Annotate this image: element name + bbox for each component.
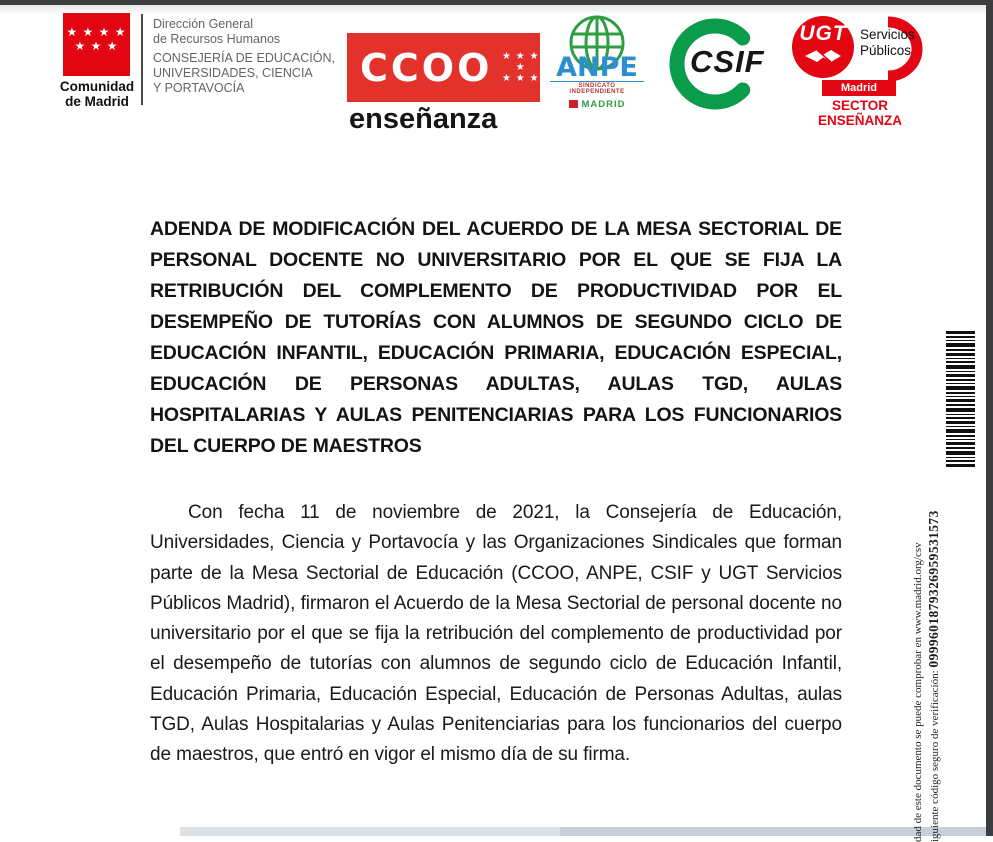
- header-divider: [141, 14, 143, 105]
- department-heading: [153, 17, 335, 96]
- flag-stars-row: ★ ★ ★ ★: [66, 25, 127, 39]
- dept-line: UNIVERSIDADES, CIENCIA: [153, 66, 313, 80]
- ugt-services-label: Servicios Públicos: [860, 27, 915, 58]
- ccoo-acronym: CCOO: [360, 45, 493, 90]
- cam-name-line: Comunidad: [59, 79, 135, 94]
- dept-line: de Recursos Humanos: [153, 32, 281, 46]
- dept-line: CONSEJERÍA DE EDUCACIÓN,: [153, 51, 335, 65]
- comunidad-madrid-wordmark: [52, 79, 142, 109]
- ccoo-logo-box: [347, 33, 540, 102]
- anpe-logo: [550, 14, 644, 110]
- handshake-icon: [803, 46, 843, 66]
- csif-logo: [663, 16, 789, 112]
- barcode: [946, 331, 975, 469]
- ugt-madrid-badge: Madrid: [822, 80, 896, 96]
- ccoo-ensenanza-label: enseñanza: [349, 103, 498, 135]
- window-right-edge: [986, 0, 993, 836]
- comunidad-madrid-flag-icon: [63, 13, 130, 76]
- csv-line-code: iguiente código seguro de verificación: 0999601879326959531573: [926, 510, 941, 842]
- dept-line: Dirección General: [153, 17, 254, 31]
- document-paragraph: Con fecha 11 de noviembre de 2021, la Consejería de Educación, Universidades, Ciencia y Portavocía y las Organizaciones Sindicales que forman parte de la Mesa Sectorial de Educación (CCOO, ANPE, CSIF y UGT Servicios Públicos Madrid), firmaron el Acuerdo de la Mesa Sectorial de personal docente no universitario por el que se fija la retribución del complemento de productividad por el desempeño de tutorías con alumnos de segundo ciclo de Educación Infantil, Educación Primaria, Educación Especial, Educación de Personas Adultas, aulas TGD, Aulas Hospitalarias y Aulas Penitenciarias para los funcionarios del cuerpo de maestros, que entró en vigor el mismo día de su firma.: [150, 502, 842, 766]
- anpe-region: MADRID: [550, 99, 644, 110]
- ccoo-stars-icon: ★ ★ ★ ★ ★ ★ ★: [501, 51, 540, 84]
- flag-stars-row: ★ ★ ★: [74, 39, 119, 53]
- csv-verification-text: [911, 510, 944, 842]
- csv-code: 0999601879326959531573: [926, 510, 941, 668]
- csv-line-url: dad de este documento se puede comprobar en www.madrid.org/csv: [912, 542, 924, 842]
- document-title: ADENDA DE MODIFICACIÓN DEL ACUERDO DE LA MESA SECTORIAL DE PERSONAL DOCENTE NO UNIVERSITARIO POR EL QUE SE FIJA LA RETRIBUCIÓN DEL COMPLEMENTO DE PRODUCTIVIDAD POR EL DESEMPEÑO DE TUTORÍAS CON ALUMNOS DE SEGUNDO CICLO DE EDUCACIÓN INFANTIL, EDUCACIÓN PRIMARIA, EDUCACIÓN ESPECIAL, EDUCACIÓN DE PERSONAS ADULTAS, AULAS TGD, AULAS HOSPITALARIAS Y AULAS PENITENCIARIAS PARA LOS FUNCIONARIOS DEL CUERPO DE MAESTROS: [150, 217, 842, 457]
- madrid-flag-icon: [569, 100, 578, 108]
- cam-name-line: de Madrid: [65, 94, 129, 109]
- ccoo-logo: [347, 33, 547, 136]
- dept-line: Y PORTAVOCÍA: [153, 81, 245, 95]
- anpe-tagline: SINDICATO INDEPENDIENTE: [550, 81, 644, 95]
- csif-acronym: CSIF: [690, 44, 765, 79]
- ugt-sector-label: SECTOR ENSEÑANZA: [817, 98, 902, 128]
- anpe-acronym: ANPE: [556, 52, 638, 83]
- ugt-acronym: UGT: [799, 22, 847, 45]
- ugt-emblem: [792, 16, 854, 78]
- ugt-logo: [790, 14, 930, 128]
